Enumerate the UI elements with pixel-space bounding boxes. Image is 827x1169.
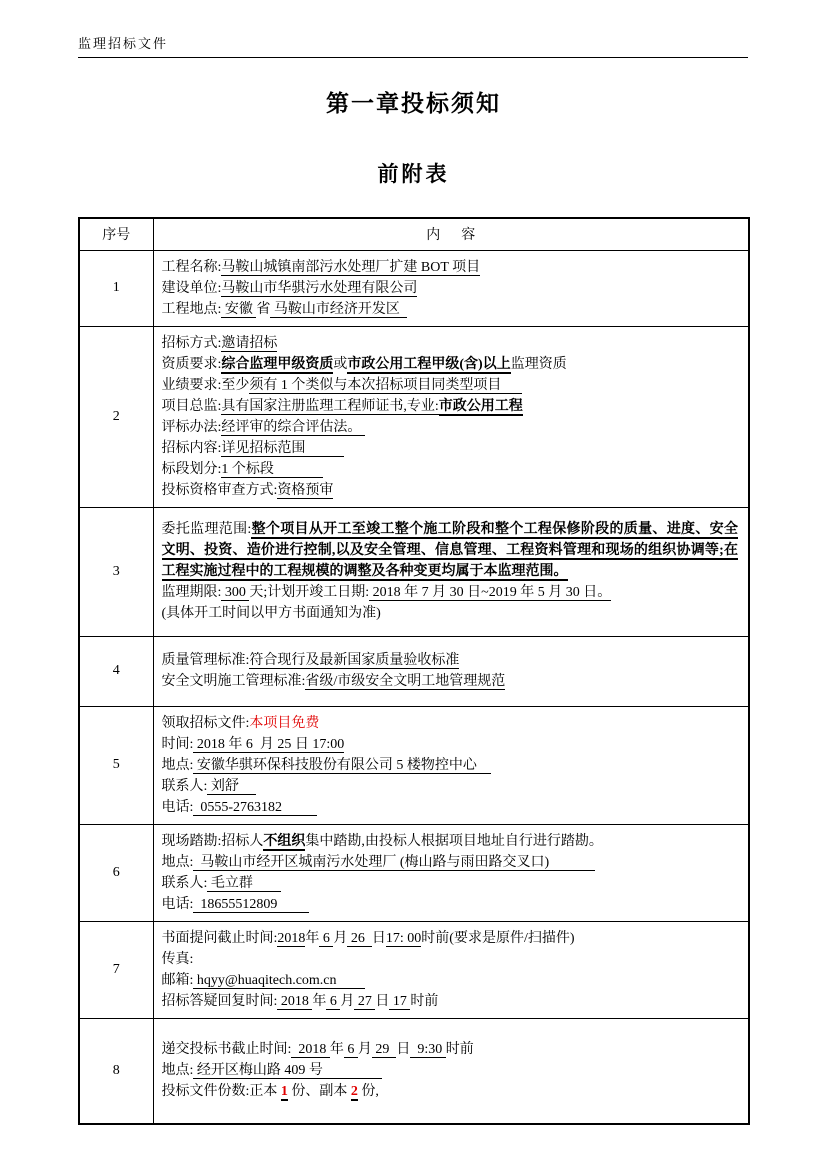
row-number-cell: 8 — [79, 1018, 153, 1124]
content-line — [162, 299, 739, 320]
text-segment: 17 — [389, 993, 411, 1009]
row-content-cell — [153, 921, 749, 1018]
row-content-cell — [153, 250, 749, 326]
text-segment: 毛立群 — [207, 875, 281, 891]
row-number-cell: 7 — [79, 921, 153, 1018]
text-segment: 地点: — [161, 757, 194, 773]
row-number-cell: 5 — [79, 706, 153, 824]
row-content-cell — [153, 326, 749, 507]
table-row — [79, 326, 749, 507]
text-segment: 9:30 — [410, 1042, 446, 1058]
content-line — [162, 459, 739, 480]
text-segment: 安全文明施工管理标准: — [161, 674, 306, 689]
table-row — [79, 824, 749, 921]
page-header — [78, 0, 748, 58]
col-header-序号: 序号 — [79, 218, 153, 250]
text-segment: 29 — [371, 1042, 397, 1058]
content-line — [162, 991, 739, 1012]
text-segment: 日 — [375, 993, 390, 1009]
text-segment: 时前 — [445, 1042, 474, 1058]
row-content-cell — [153, 507, 749, 636]
text-segment: 马鞍山城镇南部污水处理厂扩建 BOT 项目 — [221, 259, 481, 275]
content-line — [162, 797, 739, 818]
text-segment: 工程名称: — [161, 259, 222, 275]
text-segment: 省 — [256, 301, 271, 317]
text-segment: 6 — [326, 993, 341, 1009]
table-row — [79, 636, 749, 706]
text-segment: 监理资质 — [510, 356, 567, 372]
text-segment: 资质要求: — [161, 356, 222, 372]
text-segment: 书面提问截止时间: — [161, 930, 278, 946]
text-segment: 投标资格审查方式: — [161, 482, 278, 498]
text-segment: 马鞍山市经济开发区 — [270, 301, 407, 317]
content-line — [162, 1060, 739, 1081]
text-segment: 联系人: — [161, 778, 208, 794]
text-segment: 月 — [357, 1042, 372, 1058]
content-line — [162, 1039, 739, 1060]
row-content-cell — [153, 1018, 749, 1124]
text-segment: 月 — [340, 993, 355, 1009]
text-segment: 联系人: — [161, 875, 208, 891]
content-line — [162, 375, 739, 396]
text-segment: 6 — [343, 1042, 358, 1058]
content-line — [162, 582, 739, 603]
text-segment: 市政公用工程甲级(含)以上 — [347, 356, 511, 372]
content-line — [162, 713, 739, 734]
text-segment: 项目总监: — [161, 398, 222, 414]
text-segment: 工程地点: — [161, 301, 222, 317]
col-header-内容: 内 容 — [153, 218, 749, 250]
text-segment: 2018 年 7 月 30 日~2019 年 5 月 30 日。 — [369, 585, 612, 600]
text-segment: 份、副本 — [287, 1084, 351, 1100]
table-row — [79, 507, 749, 636]
content-line — [162, 970, 739, 991]
text-segment: 须有 1 个类似与本次招标项目同类型项目 — [249, 377, 523, 393]
text-segment: 时前(要求是原件/扫描件) — [421, 930, 575, 946]
text-segment: 招标方式: — [161, 335, 222, 351]
content-line — [162, 1081, 739, 1102]
text-segment: 监理期限: — [161, 585, 222, 600]
text-segment: 年 — [312, 993, 327, 1009]
text-segment: 详见招标范围 — [221, 440, 344, 456]
content-line — [162, 894, 739, 915]
text-segment: 2018 年 6 月 25 日 17:00 — [193, 736, 345, 752]
text-segment: 招标答疑回复时间: — [161, 993, 278, 1009]
text-segment: 份, — [357, 1084, 379, 1100]
text-segment: 2018 — [277, 930, 306, 946]
content-line — [162, 776, 739, 797]
content-line — [162, 519, 739, 582]
text-segment: 邮箱: — [161, 972, 194, 988]
text-segment: 26 — [347, 930, 372, 946]
row-number-cell: 3 — [79, 507, 153, 636]
text-segment: (具体开工时间以甲方书面通知为准) — [161, 606, 381, 621]
text-segment: 马鞍山市经开区城南污水处理厂 (梅山路与雨田路交叉口) — [193, 854, 595, 870]
text-segment: 0555-2763182 — [193, 799, 318, 815]
row-number-cell: 1 — [79, 250, 153, 326]
text-segment: 年 — [305, 930, 320, 946]
content-line — [162, 603, 739, 624]
row-content-cell — [153, 824, 749, 921]
text-segment: 日 — [371, 930, 386, 946]
text-segment: 集中踏勘,由投标人根据项目地址自行进行踏勘。 — [305, 833, 603, 849]
text-segment: 300 — [221, 585, 250, 600]
text-segment: 综合监理甲级资质 — [221, 356, 334, 372]
content-line — [162, 852, 739, 873]
text-segment: 1 个标段 — [221, 461, 323, 477]
text-segment: 本项目免费 — [249, 715, 320, 731]
text-segment: 年 — [329, 1042, 344, 1058]
text-segment: 电话: — [161, 896, 194, 912]
row-content-cell — [153, 636, 749, 706]
text-segment: 符合现行及最新国家质量验收标准 — [249, 653, 460, 668]
text-segment: 时间: — [161, 736, 194, 752]
content-line — [162, 734, 739, 755]
text-segment: 月 — [333, 930, 348, 946]
text-segment: 马鞍山市华骐污水处理有限公司 — [221, 280, 418, 296]
text-segment: 2018 — [291, 1042, 330, 1058]
table-header-row — [79, 218, 749, 250]
table-row — [79, 250, 749, 326]
text-segment: 传真: — [161, 951, 194, 967]
content-line — [162, 650, 739, 671]
row-content-cell — [153, 706, 749, 824]
content-line — [162, 873, 739, 894]
text-segment: 18655512809 — [193, 896, 309, 912]
text-segment: 评标办法: — [161, 419, 222, 435]
text-segment: 业绩要求:至少 — [161, 377, 250, 393]
content-line — [162, 417, 739, 438]
text-segment: 27 — [354, 993, 376, 1009]
text-segment: hqyy@huaqitech.com.cn — [193, 972, 365, 988]
content-line — [162, 831, 739, 852]
content-line — [162, 755, 739, 776]
text-segment: 刘舒 — [207, 778, 257, 794]
text-segment: 整个项目从开工至竣工整个施工阶段和整个工程保修阶段的质量、进度、安全文明、投资、造价进行控制,以及安全管理、信息管理、工程资料管理和现场的组织协调等;在工程实施过程中的工程规模的调整及各种变更均属于本监理范围。 — [161, 522, 738, 579]
content-line — [162, 354, 739, 375]
text-segment: 天;计划开竣工日期: — [249, 585, 370, 600]
text-segment: 安徽 — [221, 301, 257, 317]
text-segment: 安徽华骐环保科技股份有限公司 5 楼物控中心 — [193, 757, 491, 773]
text-segment: 2 — [350, 1084, 358, 1100]
text-segment: 经开区梅山路 409 号 — [193, 1063, 383, 1079]
text-segment: 经评审的综合评估法。 — [221, 419, 365, 435]
text-segment: 质量管理标准: — [161, 653, 250, 668]
table-row — [79, 706, 749, 824]
text-segment: 建设单位: — [161, 280, 222, 296]
content-line — [162, 671, 739, 692]
chapter-title: 第一章投标须知 — [326, 91, 501, 116]
table-title: 前附表 — [377, 162, 450, 186]
text-segment: 日 — [396, 1042, 411, 1058]
content-line — [162, 949, 739, 970]
text-segment: 领取招标文件: — [161, 715, 250, 731]
text-segment: 时前 — [410, 993, 439, 1009]
text-segment: 地点: — [161, 1063, 194, 1079]
content-line — [162, 257, 739, 278]
text-segment: 6 — [319, 930, 334, 946]
text-segment: 不组织 — [263, 833, 306, 849]
content-line — [162, 278, 739, 299]
content-line — [162, 333, 739, 354]
text-segment: 具有国家注册监理工程师证书,专业: — [221, 398, 439, 414]
content-line — [162, 480, 739, 501]
text-segment: 地点: — [161, 854, 194, 870]
text-segment: 招标内容: — [161, 440, 222, 456]
text-segment: 现场踏勘:招标人 — [161, 833, 264, 849]
text-segment: 2018 — [277, 993, 313, 1009]
table-row — [79, 1018, 749, 1124]
content-line — [162, 928, 739, 949]
text-segment: 17: 00 — [385, 930, 422, 946]
text-segment: 投标文件份数:正本 — [161, 1084, 281, 1100]
text-segment: 1 — [280, 1084, 288, 1100]
text-segment: 递交投标书截止时间: — [161, 1042, 292, 1058]
content-line — [162, 438, 739, 459]
front-table — [78, 217, 750, 1125]
row-number-cell: 4 — [79, 636, 153, 706]
text-segment: 邀请招标 — [221, 335, 278, 351]
text-segment: 标段划分: — [161, 461, 222, 477]
content-line — [162, 396, 739, 417]
text-segment: 省级/市级安全文明工地管理规范 — [305, 674, 506, 689]
text-segment: 电话: — [161, 799, 194, 815]
table-row — [79, 921, 749, 1018]
text-segment: 市政公用工程 — [438, 398, 523, 414]
text-segment: 委托监理范围: — [161, 522, 252, 537]
row-number-cell: 6 — [79, 824, 153, 921]
row-number-cell: 2 — [79, 326, 153, 507]
text-segment: 资格预审 — [277, 482, 334, 498]
page-header-text: 监理招标文件 — [78, 36, 169, 51]
text-segment: 或 — [333, 356, 348, 372]
